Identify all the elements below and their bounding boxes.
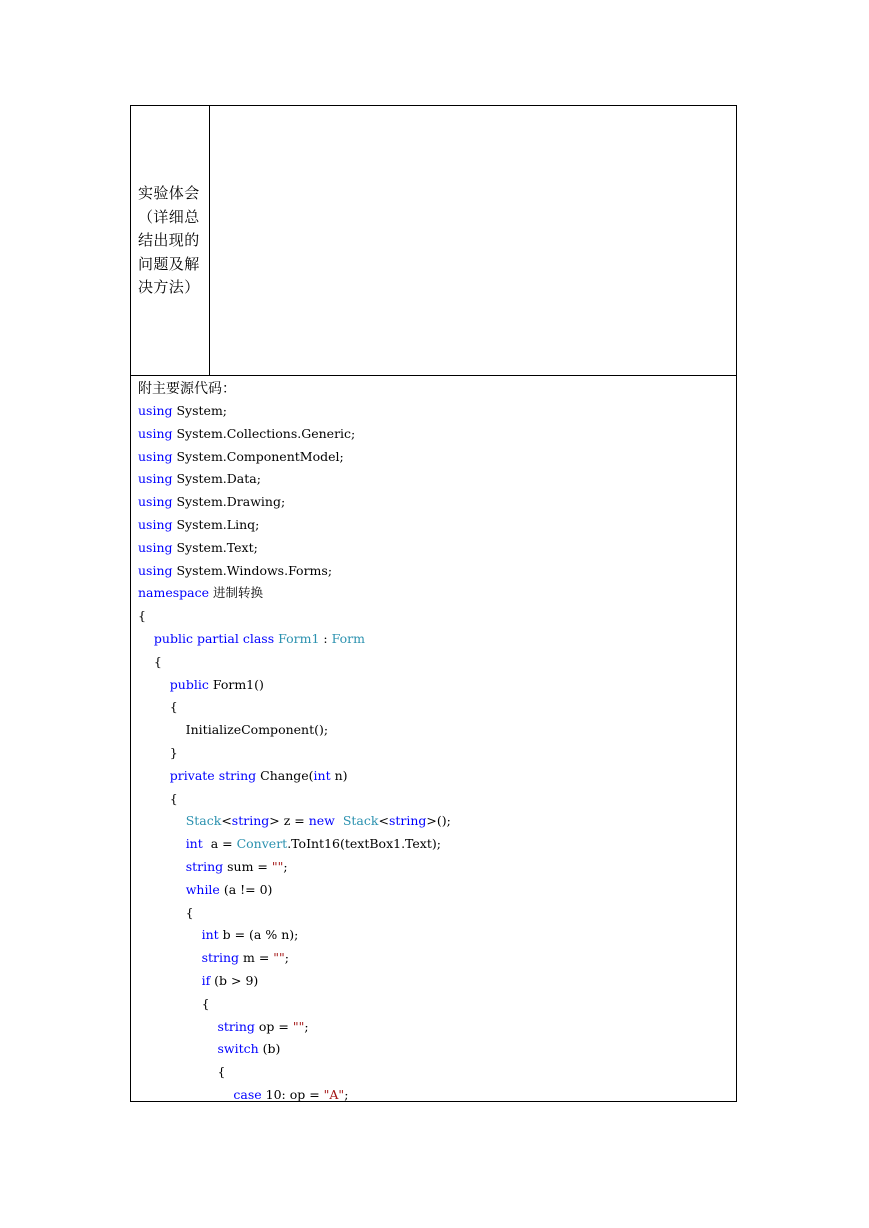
code-text: ;: [284, 950, 290, 966]
code-text: }: [138, 744, 178, 760]
code-line: [138, 947, 734, 970]
code-text: b = (a % n);: [218, 927, 299, 943]
code-text: [138, 813, 186, 828]
code-text: [335, 813, 343, 828]
code-string: "": [273, 950, 285, 966]
experience-label-cell: [131, 106, 210, 375]
code-text: {: [138, 699, 178, 715]
code-keyword: string: [218, 767, 257, 783]
code-text: [138, 973, 202, 988]
code-text: .ToInt16(textBox1.Text);: [287, 836, 441, 852]
code-keyword: using: [138, 425, 173, 441]
code-keyword: string: [231, 813, 270, 829]
code-text: :: [319, 630, 332, 646]
code-text: [138, 768, 170, 783]
code-keyword: new: [308, 813, 335, 829]
experience-label: [138, 182, 206, 300]
code-keyword: int: [185, 836, 203, 852]
code-keyword: using: [138, 562, 173, 578]
code-text: [138, 927, 202, 942]
code-text: a =: [202, 836, 237, 852]
code-keyword: while: [185, 881, 220, 897]
code-text: InitializeComponent();: [138, 722, 329, 738]
code-string: "": [292, 1018, 305, 1034]
experience-row: [131, 106, 736, 376]
code-text: System.Text;: [172, 539, 258, 555]
code-text: <: [378, 813, 389, 829]
code-text: (a != 0): [219, 881, 273, 897]
code-keyword: using: [138, 516, 173, 532]
code-block: [138, 400, 734, 1107]
code-text: [138, 1019, 217, 1034]
code-keyword: using: [138, 494, 173, 510]
code-keyword: class: [242, 630, 275, 646]
code-type: Form1: [278, 630, 320, 646]
code-text: >();: [426, 813, 451, 829]
source-code-section: [138, 376, 734, 1107]
code-line: [138, 696, 734, 719]
code-line: [138, 651, 734, 674]
code-line: [138, 856, 734, 879]
code-line: [138, 1038, 734, 1061]
code-keyword: if: [201, 972, 211, 988]
code-line: [138, 400, 734, 423]
source-code-title: 附主要源代码：: [138, 381, 236, 397]
code-line: [138, 514, 734, 537]
code-keyword: switch: [217, 1041, 259, 1057]
code-keyword: int: [201, 927, 219, 943]
code-text: System.Linq;: [172, 516, 260, 532]
code-text: {: [138, 995, 210, 1011]
code-keyword: namespace: [138, 585, 210, 601]
experience-label-line: （详细总: [138, 207, 200, 226]
code-keyword: using: [138, 403, 173, 418]
code-line: [138, 879, 734, 902]
code-line: [138, 560, 734, 583]
code-text: [138, 1041, 217, 1056]
code-text: {: [138, 1064, 226, 1080]
code-string: "": [271, 858, 284, 874]
code-type: Convert: [236, 836, 288, 852]
code-line: [138, 446, 734, 469]
code-line: [138, 833, 734, 856]
code-keyword: using: [138, 539, 173, 555]
code-text: [138, 882, 186, 897]
code-text: System.Windows.Forms;: [172, 562, 333, 578]
code-line: [138, 810, 734, 833]
code-text: [138, 836, 186, 851]
code-text: [138, 950, 202, 965]
code-text: System.Data;: [172, 471, 261, 487]
code-text: System.Drawing;: [172, 494, 286, 510]
code-line: [138, 924, 734, 947]
code-text: (b): [258, 1041, 281, 1057]
code-keyword: string: [185, 858, 224, 874]
code-keyword: case: [233, 1086, 262, 1102]
code-keyword: public: [169, 676, 209, 692]
code-keyword: using: [138, 448, 173, 464]
code-line: [138, 1084, 734, 1107]
code-text: System;: [172, 403, 228, 418]
code-line: [138, 765, 734, 788]
code-text: ;: [344, 1086, 349, 1102]
code-text: op =: [254, 1018, 293, 1034]
code-text: [138, 631, 154, 646]
experience-label-line: 决方法）: [138, 278, 200, 296]
code-text: {: [138, 790, 178, 806]
code-line: [138, 537, 734, 560]
code-line: [138, 491, 734, 514]
code-text: m =: [239, 950, 274, 966]
code-type: Form: [331, 630, 365, 646]
code-line: [138, 1016, 734, 1039]
code-text: > z =: [269, 813, 309, 829]
code-text: [138, 859, 186, 874]
code-line: [138, 902, 734, 925]
experience-content-cell[interactable]: [210, 106, 736, 375]
code-line: [138, 719, 734, 742]
code-line: [138, 970, 734, 993]
code-text: System.ComponentModel;: [172, 448, 344, 464]
code-line: [138, 628, 734, 651]
code-line: [138, 788, 734, 811]
code-line: [138, 423, 734, 446]
code-line: [138, 993, 734, 1016]
report-table: [130, 105, 737, 1102]
code-text: 进制转换: [209, 585, 264, 601]
code-line: [138, 1061, 734, 1084]
code-line: [138, 605, 734, 628]
code-text: Change(: [256, 767, 314, 783]
code-text: <: [221, 813, 232, 829]
experience-label-line: 问题及解: [138, 254, 200, 273]
code-keyword: private: [169, 767, 215, 783]
code-text: Form1(): [208, 676, 264, 692]
code-text: (b > 9): [210, 972, 259, 988]
code-keyword: public: [153, 630, 193, 646]
code-line: [138, 674, 734, 697]
experience-label-line: 实验体会: [138, 184, 200, 202]
code-string: "A": [323, 1086, 345, 1102]
code-text: [138, 1087, 233, 1102]
code-text: 10: op =: [261, 1086, 324, 1102]
code-text: ;: [304, 1018, 309, 1034]
code-keyword: partial: [196, 630, 239, 646]
code-text: ;: [283, 858, 288, 874]
code-text: sum =: [223, 858, 272, 874]
code-keyword: string: [201, 950, 240, 966]
code-text: {: [138, 608, 146, 624]
code-text: [138, 677, 170, 692]
experience-label-line: 结出现的: [138, 231, 200, 249]
code-keyword: int: [313, 767, 331, 783]
code-keyword: using: [138, 471, 173, 487]
code-line: [138, 468, 734, 491]
code-line: [138, 742, 734, 765]
code-line: [138, 582, 734, 605]
code-text: System.Collections.Generic;: [172, 425, 356, 441]
code-text: {: [138, 653, 162, 669]
code-keyword: string: [217, 1018, 255, 1034]
code-type: Stack: [342, 813, 379, 829]
code-type: Stack: [185, 813, 222, 829]
code-keyword: string: [388, 813, 427, 829]
code-text: n): [330, 767, 348, 783]
code-text: {: [138, 904, 194, 920]
